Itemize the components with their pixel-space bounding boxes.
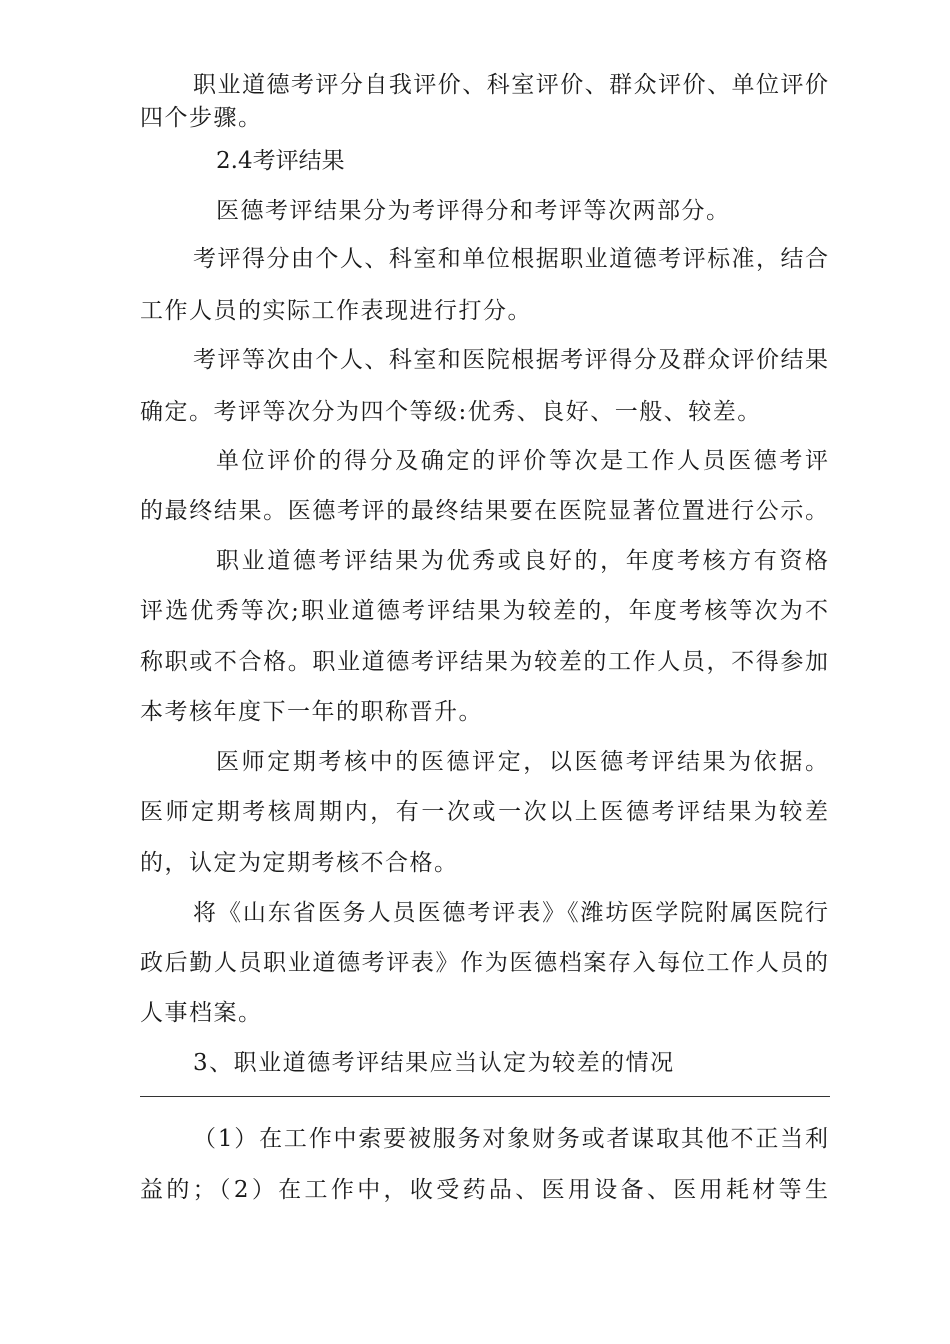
paragraph-line: 职业道德考评结果为优秀或良好的，年度考核方有资格 [216, 548, 828, 574]
paragraph-line: 称职或不合格。职业道德考评结果为较差的工作人员，不得参加 [140, 649, 828, 675]
paragraph-line: 的最终结果。医德考评的最终结果要在医院显著位置进行公示。 [140, 498, 828, 524]
paragraph-line: 将《山东省医务人员医德考评表》《潍坊医学院附属医院行 [193, 900, 828, 926]
horizontal-rule [140, 1096, 830, 1097]
paragraph-line: 四个步骤。 [140, 105, 263, 131]
paragraph-line: 单位评价的得分及确定的评价等次是工作人员医德考评 [216, 448, 828, 474]
paragraph-line: 评选优秀等次;职业道德考评结果为较差的，年度考核等次为不 [140, 598, 828, 624]
paragraph-line: 政后勤人员职业道德考评表》作为医德档案存入每位工作人员的 [140, 950, 828, 976]
paragraph-line: 本考核年度下一年的职称晋升。 [140, 699, 483, 725]
paragraph-line: 益的；（2）在工作中，收受药品、医用设备、医用耗材等生 [140, 1177, 828, 1203]
paragraph-line: 考评得分由个人、科室和单位根据职业道德考评标准，结合 [193, 246, 828, 272]
paragraph-line: 职业道德考评分自我评价、科室评价、群众评价、单位评价 [193, 72, 828, 98]
paragraph-line: 医师定期考核周期内，有一次或一次以上医德考评结果为较差 [140, 799, 828, 825]
paragraph-line: 医德考评结果分为考评得分和考评等次两部分。 [216, 198, 731, 224]
paragraph-line: 工作人员的实际工作表现进行打分。 [140, 298, 532, 324]
paragraph-line: 人事档案。 [140, 1000, 263, 1026]
section-heading: 3、职业道德考评结果应当认定为较差的情况 [193, 1050, 675, 1076]
paragraph-line: 考评等次由个人、科室和医院根据考评得分及群众评价结果 [193, 347, 828, 373]
section-heading: 2.4考评结果 [216, 148, 345, 174]
paragraph-line: 医师定期考核中的医德评定，以医德考评结果为依据。 [216, 749, 828, 775]
paragraph-line: （1）在工作中索要被服务对象财务或者谋取其他不正当利 [193, 1126, 828, 1152]
paragraph-line: 的，认定为定期考核不合格。 [140, 850, 459, 876]
paragraph-line: 确定。考评等次分为四个等级:优秀、良好、一般、较差。 [140, 399, 762, 425]
